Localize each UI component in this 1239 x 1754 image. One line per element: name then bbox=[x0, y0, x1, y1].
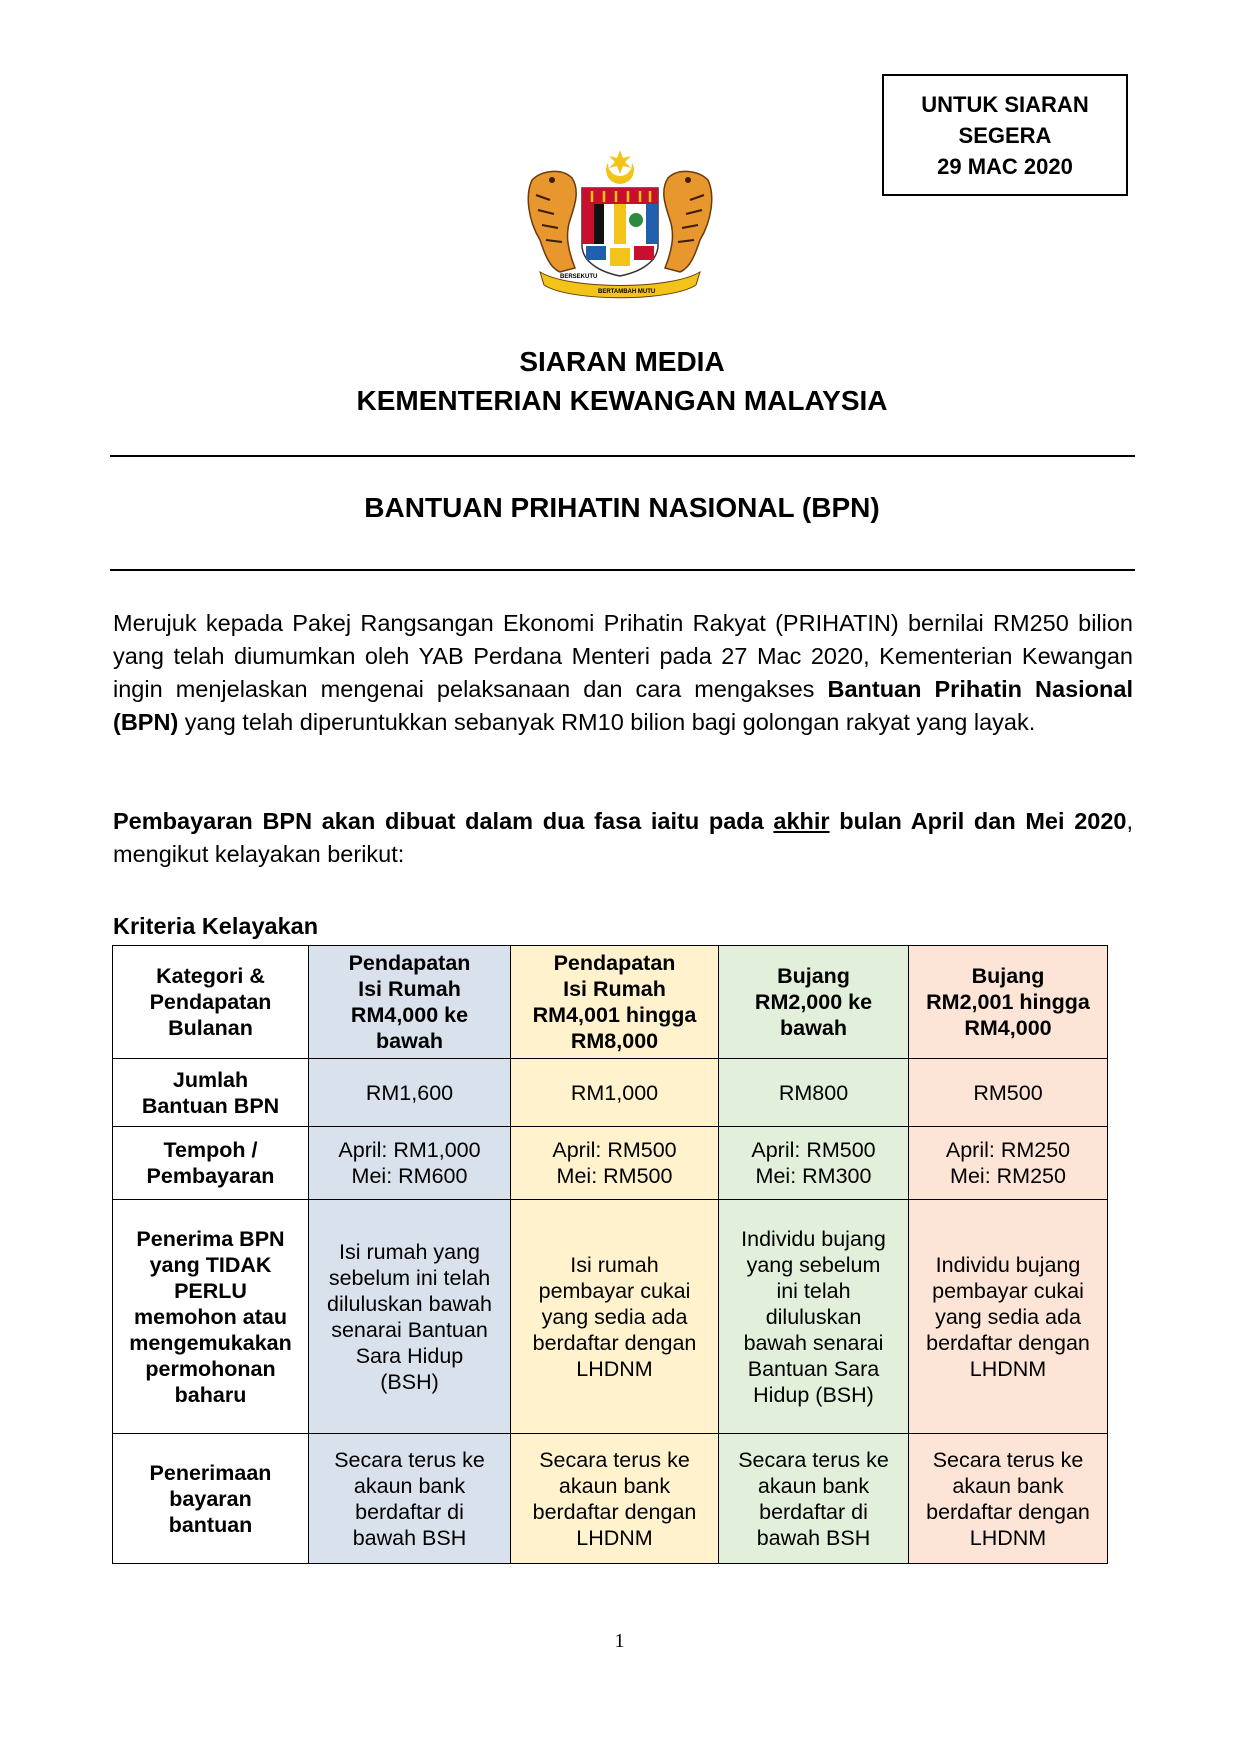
table-cell: Secara terus ke akaun bank berdaftar di bawah BSH bbox=[719, 1434, 909, 1564]
page-number: 1 bbox=[614, 1630, 625, 1652]
table-row bbox=[113, 1434, 1108, 1564]
intro-paragraph bbox=[113, 607, 1133, 739]
ribbon-left-text: BERSEKUTU bbox=[560, 274, 598, 280]
ribbon-center-text: BERTAMBAH MUTU bbox=[598, 289, 656, 295]
crescent-star-icon bbox=[606, 150, 634, 184]
table-cell: RM800 bbox=[719, 1059, 909, 1127]
table-cell: RM500 bbox=[909, 1059, 1108, 1127]
release-line-2: SEGERA bbox=[958, 122, 1052, 148]
table-cell: Individu bujang pembayar cukai yang sedia ada berdaftar dengan LHDNM bbox=[909, 1200, 1108, 1434]
release-line-1: UNTUK SIARAN bbox=[921, 91, 1089, 117]
divider-top bbox=[110, 455, 1135, 457]
payment-bold-2: bulan April dan Mei 2020 bbox=[829, 808, 1127, 834]
table-cell: April: RM500 Mei: RM300 bbox=[719, 1127, 909, 1200]
intro-bold: Bantuan Prihatin Nasional (BPN) bbox=[113, 676, 1133, 735]
title-line-2: KEMENTERIAN KEWANGAN MALAYSIA bbox=[356, 385, 888, 416]
table-cell: RM1,000 bbox=[511, 1059, 719, 1127]
row-header: Jumlah Bantuan BPN bbox=[113, 1059, 309, 1127]
table-cell: Isi rumah yang sebelum ini telah diluluskan bawah senarai Bantuan Sara Hidup (BSH) bbox=[309, 1200, 511, 1434]
document-subtitle: BANTUAN PRIHATIN NASIONAL (BPN) bbox=[364, 492, 880, 523]
table-cell: Secara terus ke akaun bank berdaftar di bawah BSH bbox=[309, 1434, 511, 1564]
column-header: Pendapatan Isi Rumah RM4,001 hingga RM8,000 bbox=[511, 946, 719, 1059]
table-cell: Isi rumah pembayar cukai yang sedia ada berdaftar dengan LHDNM bbox=[511, 1200, 719, 1434]
row-header: Tempoh / Pembayaran bbox=[113, 1127, 309, 1200]
table-cell: April: RM500 Mei: RM500 bbox=[511, 1127, 719, 1200]
table-cell: RM1,600 bbox=[309, 1059, 511, 1127]
column-header: Pendapatan Isi Rumah RM4,000 ke bawah bbox=[309, 946, 511, 1059]
column-header: Bujang RM2,000 ke bawah bbox=[719, 946, 909, 1059]
release-box bbox=[882, 74, 1128, 196]
left-tiger-icon bbox=[528, 171, 576, 272]
right-tiger-icon bbox=[664, 171, 712, 272]
shield-icon bbox=[582, 188, 658, 276]
table-title: Kriteria Kelayakan bbox=[113, 913, 319, 939]
payment-underline: akhir bbox=[773, 808, 830, 834]
corner-cell: Kategori & Pendapatan Bulanan bbox=[113, 946, 309, 1059]
release-date: 29 MAC 2020 bbox=[937, 153, 1073, 179]
table-cell: April: RM250 Mei: RM250 bbox=[909, 1127, 1108, 1200]
page-title bbox=[110, 342, 1134, 420]
payment-rest: , mengikut kelayakan berikut: bbox=[113, 808, 1134, 867]
table-row bbox=[113, 1200, 1108, 1434]
table-header-row bbox=[113, 946, 1108, 1059]
row-header: Penerima BPN yang TIDAK PERLU memohon atau mengemukakan permohonan baharu bbox=[113, 1200, 309, 1434]
table-cell: Individu bujang yang sebelum ini telah diluluskan bawah senarai Bantuan Sara Hidup (BSH) bbox=[719, 1200, 909, 1434]
table-row bbox=[113, 1127, 1108, 1200]
criteria-table bbox=[112, 945, 1108, 1564]
payment-paragraph bbox=[113, 805, 1133, 871]
table-cell: April: RM1,000 Mei: RM600 bbox=[309, 1127, 511, 1200]
table-cell: Secara terus ke akaun bank berdaftar dengan LHDNM bbox=[511, 1434, 719, 1564]
table-cell: Secara terus ke akaun bank berdaftar dengan LHDNM bbox=[909, 1434, 1108, 1564]
divider-bottom bbox=[110, 569, 1135, 571]
intro-text-2: yang telah diperuntukkan sebanyak RM10 bilion bagi golongan rakyat yang layak. bbox=[178, 709, 1036, 735]
malaysia-coat-of-arms-icon bbox=[520, 150, 720, 305]
table-row bbox=[113, 1059, 1108, 1127]
intro-text-1: Merujuk kepada Pakej Rangsangan Ekonomi Prihatin Rakyat (PRIHATIN) bernilai RM250 bilion yang telah diumumkan oleh YAB Perdana Menteri pada 27 Mac 2020, Kementerian Kewangan ingin menjelaskan mengenai pelaksanaan dan cara mengakses bbox=[113, 610, 1133, 702]
payment-bold-1: Pembayaran BPN akan dibuat dalam dua fasa iaitu pada bbox=[113, 808, 774, 834]
column-header: Bujang RM2,001 hingga RM4,000 bbox=[909, 946, 1108, 1059]
title-line-1: SIARAN MEDIA bbox=[519, 346, 725, 377]
row-header: Penerimaan bayaran bantuan bbox=[113, 1434, 309, 1564]
